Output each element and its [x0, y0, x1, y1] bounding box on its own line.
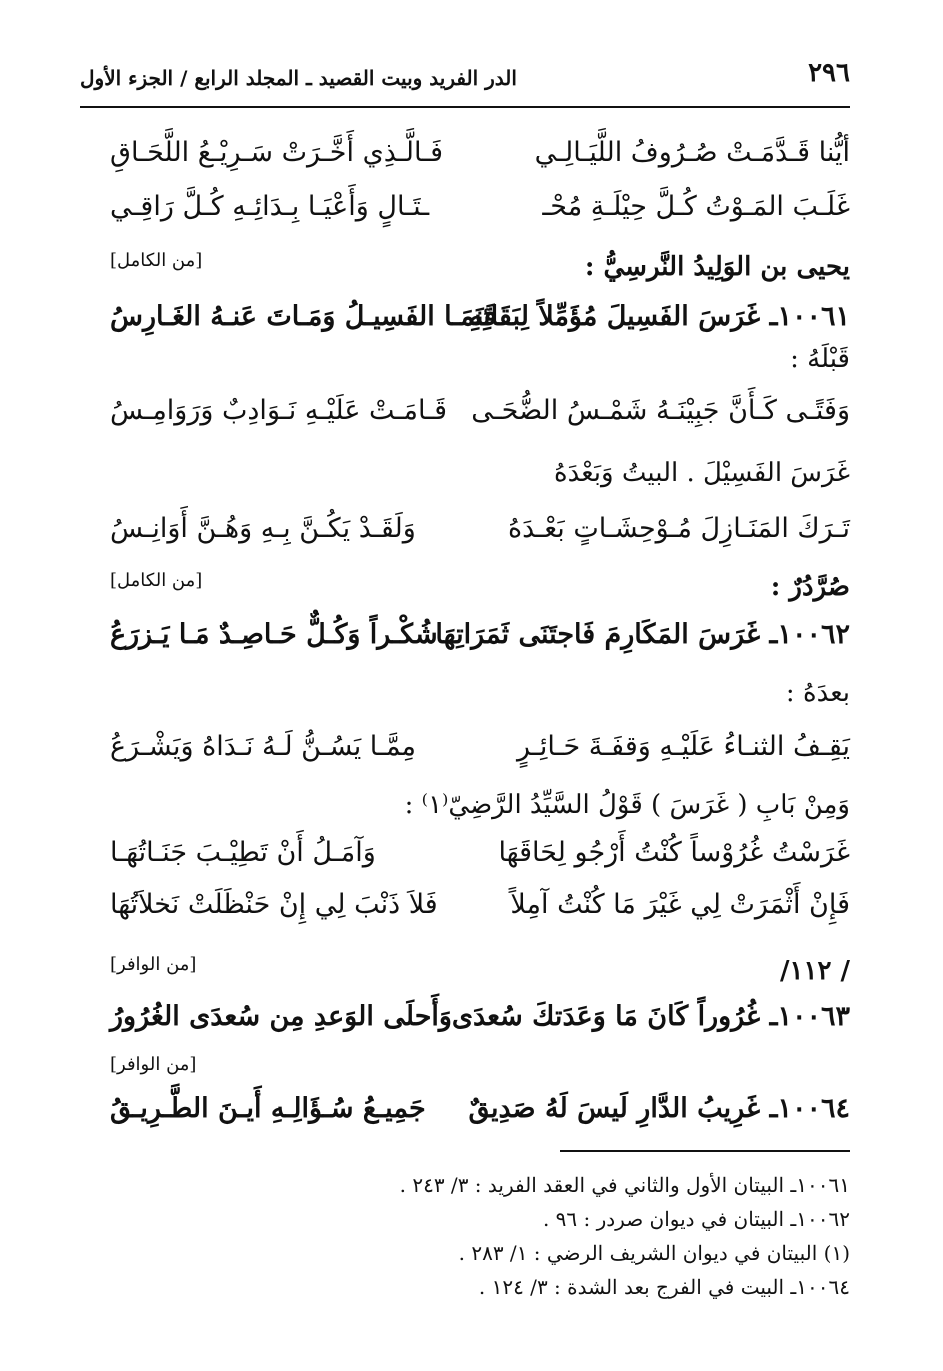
- verse-second-hemistich: فَـالَّـذِي أَخَّـرَتْ سَـرِيْـعُ اللَّحَـاقِ: [110, 137, 444, 168]
- verse-second-hemistich: مِمَّـا يَسُـنُّ لَـهُ نَـدَاهُ وَيَشْـرَعُ: [110, 731, 417, 762]
- verse-second-hemistich: قَـامَـتْ عَلَيْـهِ نَـوَادِبٌ وَرَوَامِـسُ: [110, 395, 447, 426]
- verse-first-hemistich: غَلَـبَ المَـوْتُ كُـلَّ حِيْلَـةِ مُحْـ: [542, 191, 850, 222]
- page-number: ٢٩٦: [808, 58, 850, 88]
- prose-line: [80, 334, 850, 384]
- verse-first-hemistich: فَإِنْ أَثْمَرَتْ لِي غَيْرَ مَا كُنْتُ آمِلاً: [510, 889, 850, 920]
- meter-label: [من الكامل]: [110, 250, 203, 271]
- running-title: الدر الفريد وبيت القصيد ـ المجلد الرابع / الجزء الأول: [80, 66, 517, 90]
- prose-line: [80, 448, 850, 498]
- footnote: ١٠٠٦١ـ البيتان الأول والثاني في العقد الفريد : ٣/ ٢٤٣ .: [399, 1173, 850, 1197]
- verse-second-hemistich: جَمِيـعُ سُـؤَالِـهِ أَيـنَ الطَّـرِيـقُ: [110, 1093, 426, 1124]
- verse-first-hemistich: تَـرَكَ المَنَـازِلَ مُـوْحِشَـاتٍ بَعْـدَهُ: [507, 513, 850, 544]
- prose-text: بعدَهُ :: [785, 678, 850, 708]
- verse-line: [80, 182, 850, 232]
- verse-line: [80, 992, 850, 1042]
- poet-heading: [80, 946, 850, 996]
- verse-line: [80, 128, 850, 178]
- verse-first-hemistich: يَقِـفُ الثنـاءُ عَلَيْـهِ وَقفَـةَ حَـائِـرٍ: [517, 731, 850, 762]
- meter-label: [من الوافر]: [110, 954, 197, 975]
- meter-label: [من الوافر]: [110, 1054, 197, 1075]
- verse-first-hemistich: ١٠٠٦١ـ غَرَسَ الفَسِيلَ مُؤَمِّلاً لِبَقَائِهِ: [468, 301, 850, 332]
- footnote-rule: [560, 1150, 850, 1152]
- poet-name: يحيى بن الوَلِيدُ النَّرسِيُّ :: [584, 252, 850, 282]
- prose-text: غَرَسَ الفَسِيْلَ . البيتُ وَبَعْدَهُ: [553, 458, 850, 488]
- verse-second-hemistich: فَلاَ ذَنْبَ لِي إِنْ حَنْظَلَتْ نَخلاَتُهَا: [110, 889, 438, 920]
- verse-first-hemistich: أيُّنا قَـدَّمَـتْ صُـرُوفُ اللَّيَـالِـي: [534, 137, 850, 168]
- verse-second-hemistich: وَلَقَـدْ يَكُـنَّ بِـهِ وَهُـنَّ أَوَانِـسُ: [110, 513, 416, 544]
- header-rule: [80, 106, 850, 108]
- poet-heading: [80, 242, 850, 292]
- verse-second-hemistich: وَآمَـلُ أَنْ تَطِيْـبَ جَنَـاتُهَـا: [110, 837, 376, 868]
- verse-second-hemistich: شُكْـراً وَكُـلٌّ حَـاصِـدٌ مَـا يَـزرَعُ: [110, 619, 438, 650]
- verse-line: [80, 386, 850, 436]
- prose-text: وَمِنْ بَابِ ( غَرَسَ ) قَوْلُ السَّيِّدُ الرَّضِيّ⁽١⁾ :: [404, 790, 850, 820]
- poet-heading: [80, 562, 850, 612]
- verse-first-hemistich: ١٠٠٦٤ـ غَرِيبُ الدَّارِ لَيسَ لَهُ صَدِيقٌ: [468, 1093, 850, 1124]
- poet-name: / ١١٢/: [780, 956, 850, 986]
- verse-first-hemistich: ١٠٠٦٢ـ غَرَسَ المَكَارِمَ فَاجتَنَى ثَمَرَاتِهَا: [435, 619, 850, 650]
- verse-second-hemistich: فَنَمَـا الفَسِيـلُ وَمَـاتَ عَنـهُ الغَـارِسُ: [110, 301, 497, 332]
- meter-label: [من الكامل]: [110, 570, 203, 591]
- prose-line: [80, 668, 850, 718]
- verse-second-hemistich: وَأَحلَى الوَعدِ مِن سُعدَى الغُرُورُ: [110, 1001, 452, 1032]
- verse-line: [80, 1084, 850, 1134]
- verse-first-hemistich: ١٠٠٦٣ـ غُرُوراً كَانَ مَا وَعَدَتكَ سُعدَى: [451, 1001, 850, 1032]
- footnote: ١٠٠٦٢ـ البيتان في ديوان صردر : ٩٦ .: [542, 1207, 850, 1231]
- footnote: (١) البيتان في ديوان الشريف الرضي : ١/ ٢٨٣ .: [458, 1241, 850, 1265]
- verse-second-hemistich: ـتَـالٍ وَأَعْيَـا بِـدَائِـهِ كُـلَّ رَاقِـي: [110, 191, 430, 222]
- footnote: ١٠٠٦٤ـ البيت في الفرج بعد الشدة : ٣/ ١٢٤ .: [478, 1275, 850, 1299]
- prose-text: قَبْلَهُ :: [790, 344, 850, 374]
- prose-line: [80, 780, 850, 830]
- footnotes: [90, 1168, 850, 1304]
- verse-line: [80, 828, 850, 878]
- verse-first-hemistich: وَفَتًـى كَـأَنَّ جَبِيْنَـهُ شَمْـسُ الضُّحَـى: [471, 395, 850, 426]
- verse-line: [80, 722, 850, 772]
- page-header: [80, 58, 850, 98]
- poet-name: صُرَّدُرٌ :: [770, 572, 850, 602]
- verse-line: [80, 610, 850, 660]
- verse-line: [80, 504, 850, 554]
- verse-first-hemistich: غَرَسْتُ غُرُوْساً كُنْتُ أَرْجُو لِحَاقَهَا: [498, 837, 850, 868]
- verse-line: [80, 880, 850, 930]
